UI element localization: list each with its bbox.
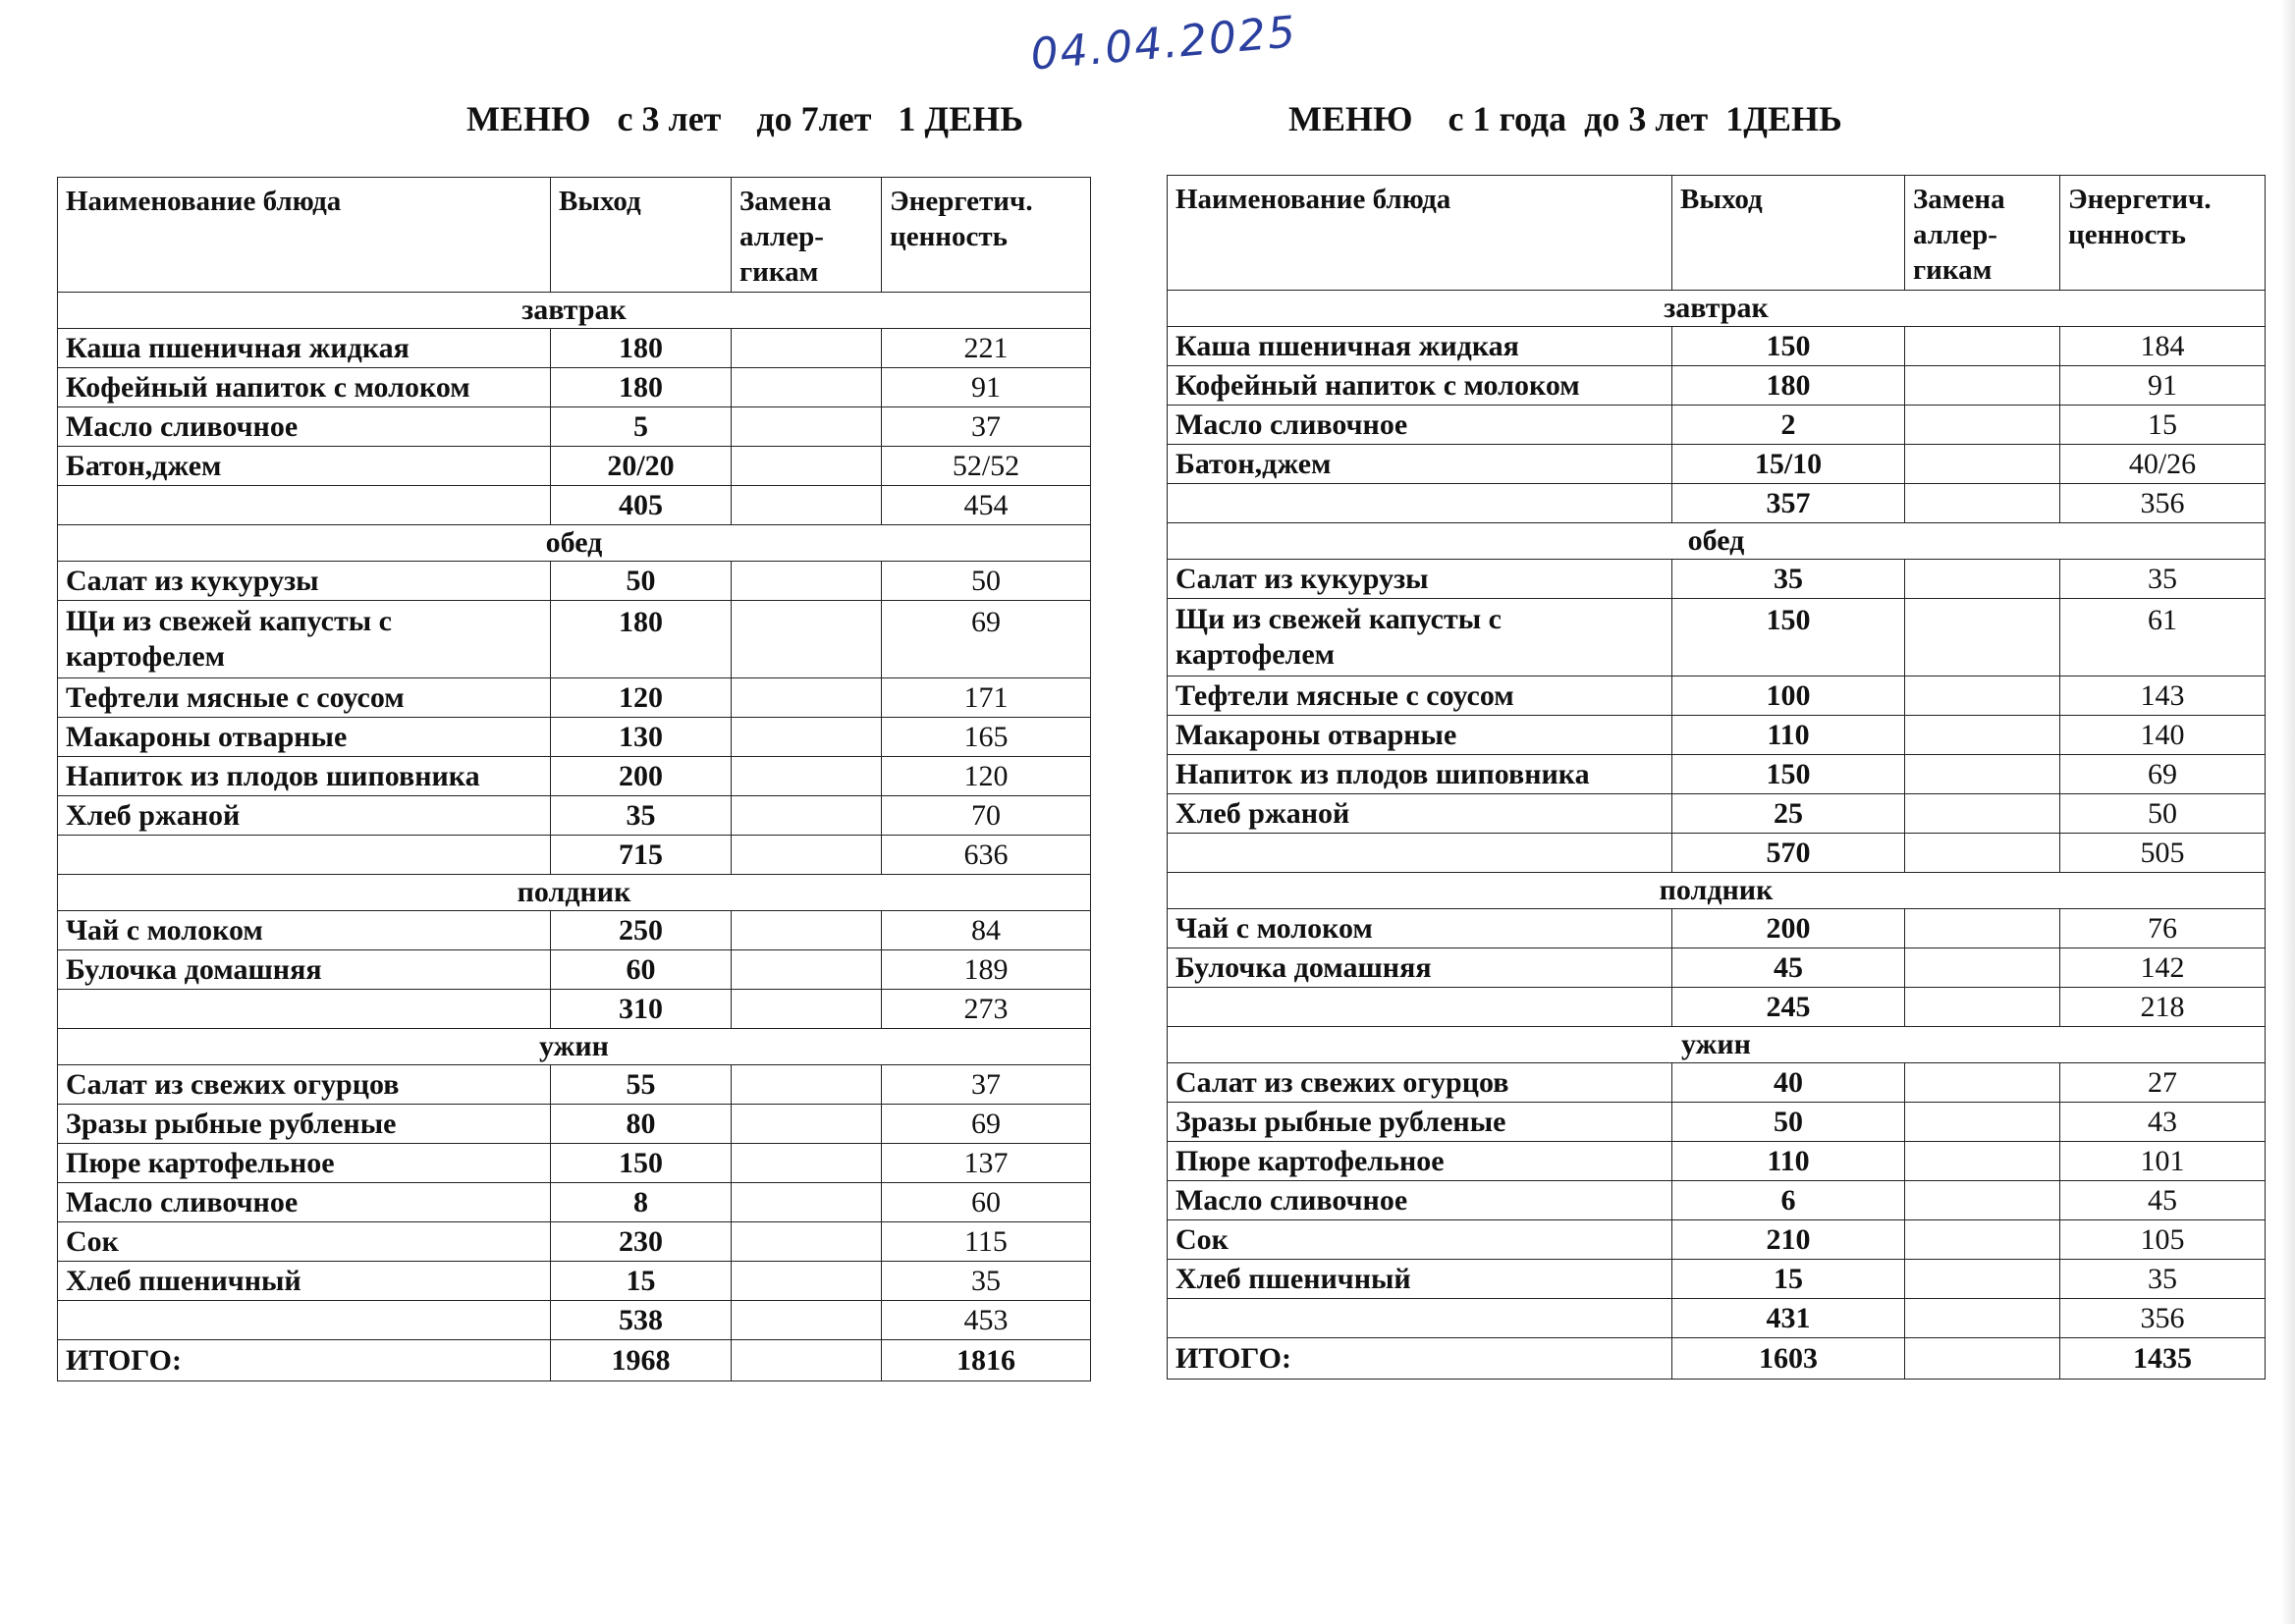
section-row — [1168, 1027, 2266, 1063]
dish-row — [58, 718, 1091, 757]
dish-row — [1168, 755, 2266, 794]
subtotal-row — [58, 836, 1091, 875]
dish-output: 200 — [551, 757, 732, 796]
handwritten-date: 04.04.2025 — [1028, 7, 1299, 81]
dish-energy: 143 — [2060, 677, 2266, 716]
dish-replace — [1905, 599, 2060, 677]
dish-output: 25 — [1672, 794, 1905, 834]
dish-energy: 27 — [2060, 1063, 2266, 1103]
dish-output: 15 — [1672, 1260, 1905, 1299]
dish-output: 55 — [551, 1065, 732, 1105]
dish-row — [1168, 909, 2266, 948]
dish-row — [58, 1262, 1091, 1301]
subtotal-energy: 636 — [882, 836, 1091, 875]
dish-name: Сок — [58, 1222, 551, 1262]
dish-replace — [732, 368, 882, 407]
dish-output: 200 — [1672, 909, 1905, 948]
dish-row — [1168, 1220, 2266, 1260]
dish-replace — [732, 950, 882, 990]
section-row — [58, 1029, 1091, 1065]
subtotal-replace — [1905, 1299, 2060, 1338]
dish-output: 110 — [1672, 716, 1905, 755]
dish-energy: 221 — [882, 329, 1091, 368]
dish-energy: 140 — [2060, 716, 2266, 755]
dish-replace — [1905, 716, 2060, 755]
dish-output: 20/20 — [551, 447, 732, 486]
dish-name: Чай с молоком — [1168, 909, 1672, 948]
subtotal-energy: 453 — [882, 1301, 1091, 1340]
subtotal-output: 310 — [551, 990, 732, 1029]
dish-row — [1168, 677, 2266, 716]
dish-energy: 37 — [882, 1065, 1091, 1105]
dish-replace — [1905, 406, 2060, 445]
section-label: ужин — [58, 1029, 1091, 1065]
dish-row — [58, 911, 1091, 950]
dish-row — [58, 950, 1091, 990]
header-energy: Энергетич. ценность — [2060, 176, 2266, 291]
dish-name: Напиток из плодов шиповника — [1168, 755, 1672, 794]
dish-energy: 52/52 — [882, 447, 1091, 486]
dish-name: Зразы рыбные рубленые — [58, 1105, 551, 1144]
dish-output: 180 — [551, 601, 732, 678]
menu-title-3-7: МЕНЮ с 3 лет до 7лет 1 ДЕНЬ — [466, 99, 1024, 138]
dish-output: 150 — [1672, 327, 1905, 366]
section-label: завтрак — [58, 293, 1091, 329]
subtotal-empty — [1168, 988, 1672, 1027]
dish-output: 180 — [551, 329, 732, 368]
dish-name: Макароны отварные — [1168, 716, 1672, 755]
dish-replace — [732, 678, 882, 718]
total-label: ИТОГО: — [1168, 1338, 1672, 1380]
dish-name: Сок — [1168, 1220, 1672, 1260]
dish-row — [58, 1222, 1091, 1262]
dish-output: 150 — [551, 1144, 732, 1183]
dish-row — [1168, 1260, 2266, 1299]
dish-output: 110 — [1672, 1142, 1905, 1181]
dish-replace — [1905, 1063, 2060, 1103]
dish-energy: 84 — [882, 911, 1091, 950]
dish-energy: 40/26 — [2060, 445, 2266, 484]
dish-row — [58, 601, 1091, 678]
dish-replace — [1905, 445, 2060, 484]
dish-replace — [732, 1222, 882, 1262]
dish-replace — [1905, 327, 2060, 366]
dish-name: Булочка домашняя — [58, 950, 551, 990]
dish-replace — [732, 1144, 882, 1183]
total-label: ИТОГО: — [58, 1340, 551, 1381]
dish-output: 2 — [1672, 406, 1905, 445]
dish-name: Хлеб пшеничный — [1168, 1260, 1672, 1299]
section-row — [58, 525, 1091, 562]
dish-replace — [732, 601, 882, 678]
total-row — [1168, 1338, 2266, 1380]
dish-energy: 60 — [882, 1183, 1091, 1222]
dish-replace — [1905, 1103, 2060, 1142]
subtotal-row — [58, 1301, 1091, 1340]
dish-output: 250 — [551, 911, 732, 950]
subtotal-row — [1168, 484, 2266, 523]
section-row — [1168, 873, 2266, 909]
header-energy: Энергетич. ценность — [882, 178, 1091, 293]
dish-row — [58, 562, 1091, 601]
dish-output: 130 — [551, 718, 732, 757]
dish-energy: 15 — [2060, 406, 2266, 445]
dish-name: Салат из свежих огурцов — [1168, 1063, 1672, 1103]
dish-energy: 120 — [882, 757, 1091, 796]
dish-output: 35 — [1672, 560, 1905, 599]
dish-replace — [732, 1262, 882, 1301]
dish-energy: 76 — [2060, 909, 2266, 948]
section-label: обед — [58, 525, 1091, 562]
dish-energy: 37 — [882, 407, 1091, 447]
dish-row — [1168, 1181, 2266, 1220]
dish-replace — [1905, 1260, 2060, 1299]
dish-output: 230 — [551, 1222, 732, 1262]
dish-name: Пюре картофельное — [58, 1144, 551, 1183]
dish-energy: 45 — [2060, 1181, 2266, 1220]
dish-replace — [1905, 677, 2060, 716]
subtotal-empty — [58, 486, 551, 525]
dish-output: 8 — [551, 1183, 732, 1222]
subtotal-replace — [732, 486, 882, 525]
dish-name: Хлеб пшеничный — [58, 1262, 551, 1301]
subtotal-row — [58, 990, 1091, 1029]
section-label: ужин — [1168, 1027, 2266, 1063]
dish-energy: 43 — [2060, 1103, 2266, 1142]
subtotal-energy: 356 — [2060, 1299, 2266, 1338]
dish-output: 80 — [551, 1105, 732, 1144]
subtotal-empty — [58, 836, 551, 875]
subtotal-row — [1168, 988, 2266, 1027]
total-energy: 1816 — [882, 1340, 1091, 1381]
header-output: Выход — [551, 178, 732, 293]
section-row — [1168, 291, 2266, 327]
dish-name: Хлеб ржаной — [58, 796, 551, 836]
dish-replace — [732, 1105, 882, 1144]
dish-output: 50 — [1672, 1103, 1905, 1142]
subtotal-energy: 356 — [2060, 484, 2266, 523]
dish-energy: 70 — [882, 796, 1091, 836]
dish-row — [58, 368, 1091, 407]
total-replace — [1905, 1338, 2060, 1380]
dish-output: 100 — [1672, 677, 1905, 716]
subtotal-output: 431 — [1672, 1299, 1905, 1338]
dish-name: Тефтели мясные с соусом — [58, 678, 551, 718]
dish-replace — [732, 447, 882, 486]
dish-replace — [732, 796, 882, 836]
section-row — [58, 875, 1091, 911]
dish-output: 150 — [1672, 599, 1905, 677]
subtotal-row — [1168, 834, 2266, 873]
dish-row — [58, 757, 1091, 796]
subtotal-output: 405 — [551, 486, 732, 525]
dish-name: Масло сливочное — [58, 1183, 551, 1222]
dish-replace — [1905, 755, 2060, 794]
dish-output: 15/10 — [1672, 445, 1905, 484]
dish-output: 35 — [551, 796, 732, 836]
dish-energy: 50 — [882, 562, 1091, 601]
dish-replace — [1905, 948, 2060, 988]
dish-energy: 50 — [2060, 794, 2266, 834]
dish-output: 5 — [551, 407, 732, 447]
subtotal-output: 357 — [1672, 484, 1905, 523]
dish-row — [58, 1065, 1091, 1105]
dish-name: Макароны отварные — [58, 718, 551, 757]
header-replace: Замена аллер-гикам — [1905, 176, 2060, 291]
dish-energy: 137 — [882, 1144, 1091, 1183]
dish-row — [1168, 716, 2266, 755]
section-label: завтрак — [1168, 291, 2266, 327]
subtotal-row — [1168, 1299, 2266, 1338]
dish-replace — [1905, 366, 2060, 406]
dish-energy: 142 — [2060, 948, 2266, 988]
dish-row — [1168, 1063, 2266, 1103]
dish-energy: 35 — [2060, 560, 2266, 599]
dish-replace — [1905, 794, 2060, 834]
dish-energy: 189 — [882, 950, 1091, 990]
subtotal-replace — [732, 836, 882, 875]
dish-replace — [1905, 560, 2060, 599]
dish-name: Булочка домашняя — [1168, 948, 1672, 988]
header-row — [58, 178, 1091, 293]
dish-replace — [1905, 1181, 2060, 1220]
dish-name: Масло сливочное — [1168, 1181, 1672, 1220]
dish-energy: 184 — [2060, 327, 2266, 366]
subtotal-energy: 273 — [882, 990, 1091, 1029]
dish-name: Щи из свежей капусты с картофелем — [58, 601, 551, 678]
dish-output: 150 — [1672, 755, 1905, 794]
dish-name: Пюре картофельное — [1168, 1142, 1672, 1181]
subtotal-empty — [1168, 1299, 1672, 1338]
section-label: полдник — [1168, 873, 2266, 909]
dish-replace — [732, 718, 882, 757]
dish-output: 60 — [551, 950, 732, 990]
total-row — [58, 1340, 1091, 1381]
dish-row — [58, 447, 1091, 486]
dish-row — [58, 796, 1091, 836]
dish-row — [58, 407, 1091, 447]
dish-name: Каша пшеничная жидкая — [58, 329, 551, 368]
total-output: 1968 — [551, 1340, 732, 1381]
total-replace — [732, 1340, 882, 1381]
dish-energy: 101 — [2060, 1142, 2266, 1181]
dish-output: 120 — [551, 678, 732, 718]
dish-output: 6 — [1672, 1181, 1905, 1220]
dish-name: Напиток из плодов шиповника — [58, 757, 551, 796]
header-output: Выход — [1672, 176, 1905, 291]
header-row — [1168, 176, 2266, 291]
menu-table-1-3 — [1167, 175, 2266, 1380]
dish-row — [1168, 406, 2266, 445]
dish-energy: 115 — [882, 1222, 1091, 1262]
dish-replace — [1905, 1142, 2060, 1181]
dish-name: Каша пшеничная жидкая — [1168, 327, 1672, 366]
dish-output: 180 — [551, 368, 732, 407]
dish-energy: 165 — [882, 718, 1091, 757]
dish-replace — [1905, 1220, 2060, 1260]
dish-output: 210 — [1672, 1220, 1905, 1260]
dish-name: Хлеб ржаной — [1168, 794, 1672, 834]
dish-name: Масло сливочное — [1168, 406, 1672, 445]
dish-row — [1168, 366, 2266, 406]
dish-replace — [732, 911, 882, 950]
dish-name: Тефтели мясные с соусом — [1168, 677, 1672, 716]
dish-row — [1168, 1142, 2266, 1181]
dish-energy: 35 — [882, 1262, 1091, 1301]
dish-replace — [732, 562, 882, 601]
dish-row — [58, 1183, 1091, 1222]
section-row — [1168, 523, 2266, 560]
dish-replace — [732, 329, 882, 368]
subtotal-output: 245 — [1672, 988, 1905, 1027]
subtotal-empty — [1168, 484, 1672, 523]
dish-name: Салат из свежих огурцов — [58, 1065, 551, 1105]
section-label: обед — [1168, 523, 2266, 560]
dish-replace — [732, 1065, 882, 1105]
dish-replace — [732, 1183, 882, 1222]
dish-name: Чай с молоком — [58, 911, 551, 950]
dish-output: 15 — [551, 1262, 732, 1301]
subtotal-empty — [1168, 834, 1672, 873]
subtotal-energy: 454 — [882, 486, 1091, 525]
total-output: 1603 — [1672, 1338, 1905, 1380]
subtotal-output: 715 — [551, 836, 732, 875]
subtotal-replace — [732, 990, 882, 1029]
dish-row — [1168, 1103, 2266, 1142]
dish-row — [58, 678, 1091, 718]
dish-row — [58, 329, 1091, 368]
dish-energy: 69 — [882, 601, 1091, 678]
dish-row — [1168, 599, 2266, 677]
subtotal-replace — [1905, 484, 2060, 523]
dish-energy: 35 — [2060, 1260, 2266, 1299]
dish-energy: 91 — [2060, 366, 2266, 406]
header-replace: Замена аллер-гикам — [732, 178, 882, 293]
dish-replace — [732, 757, 882, 796]
dish-name: Салат из кукурузы — [58, 562, 551, 601]
subtotal-replace — [1905, 988, 2060, 1027]
subtotal-energy: 505 — [2060, 834, 2266, 873]
subtotal-energy: 218 — [2060, 988, 2266, 1027]
dish-output: 50 — [551, 562, 732, 601]
total-energy: 1435 — [2060, 1338, 2266, 1380]
dish-name: Зразы рыбные рубленые — [1168, 1103, 1672, 1142]
dish-replace — [1905, 909, 2060, 948]
dish-energy: 91 — [882, 368, 1091, 407]
scan-edge — [2281, 0, 2295, 1624]
dish-energy: 61 — [2060, 599, 2266, 677]
menu-title-1-3: МЕНЮ с 1 года до 3 лет 1ДЕНЬ — [1288, 99, 1842, 138]
subtotal-replace — [732, 1301, 882, 1340]
header-name: Наименование блюда — [58, 178, 551, 293]
subtotal-output: 570 — [1672, 834, 1905, 873]
dish-row — [1168, 560, 2266, 599]
subtotal-output: 538 — [551, 1301, 732, 1340]
dish-name: Салат из кукурузы — [1168, 560, 1672, 599]
dish-output: 180 — [1672, 366, 1905, 406]
dish-name: Батон,джем — [58, 447, 551, 486]
subtotal-replace — [1905, 834, 2060, 873]
dish-energy: 69 — [882, 1105, 1091, 1144]
dish-name: Щи из свежей капусты с картофелем — [1168, 599, 1672, 677]
dish-output: 40 — [1672, 1063, 1905, 1103]
header-name: Наименование блюда — [1168, 176, 1672, 291]
menu-table-3-7 — [57, 177, 1091, 1381]
dish-name: Масло сливочное — [58, 407, 551, 447]
dish-energy: 69 — [2060, 755, 2266, 794]
subtotal-empty — [58, 1301, 551, 1340]
dish-name: Батон,джем — [1168, 445, 1672, 484]
dish-replace — [732, 407, 882, 447]
dish-row — [1168, 445, 2266, 484]
section-row — [58, 293, 1091, 329]
dish-energy: 105 — [2060, 1220, 2266, 1260]
dish-energy: 171 — [882, 678, 1091, 718]
dish-name: Кофейный напиток с молоком — [1168, 366, 1672, 406]
section-label: полдник — [58, 875, 1091, 911]
dish-row — [58, 1144, 1091, 1183]
subtotal-row — [58, 486, 1091, 525]
dish-row — [58, 1105, 1091, 1144]
subtotal-empty — [58, 990, 551, 1029]
dish-name: Кофейный напиток с молоком — [58, 368, 551, 407]
dish-row — [1168, 327, 2266, 366]
dish-row — [1168, 948, 2266, 988]
dish-output: 45 — [1672, 948, 1905, 988]
dish-row — [1168, 794, 2266, 834]
